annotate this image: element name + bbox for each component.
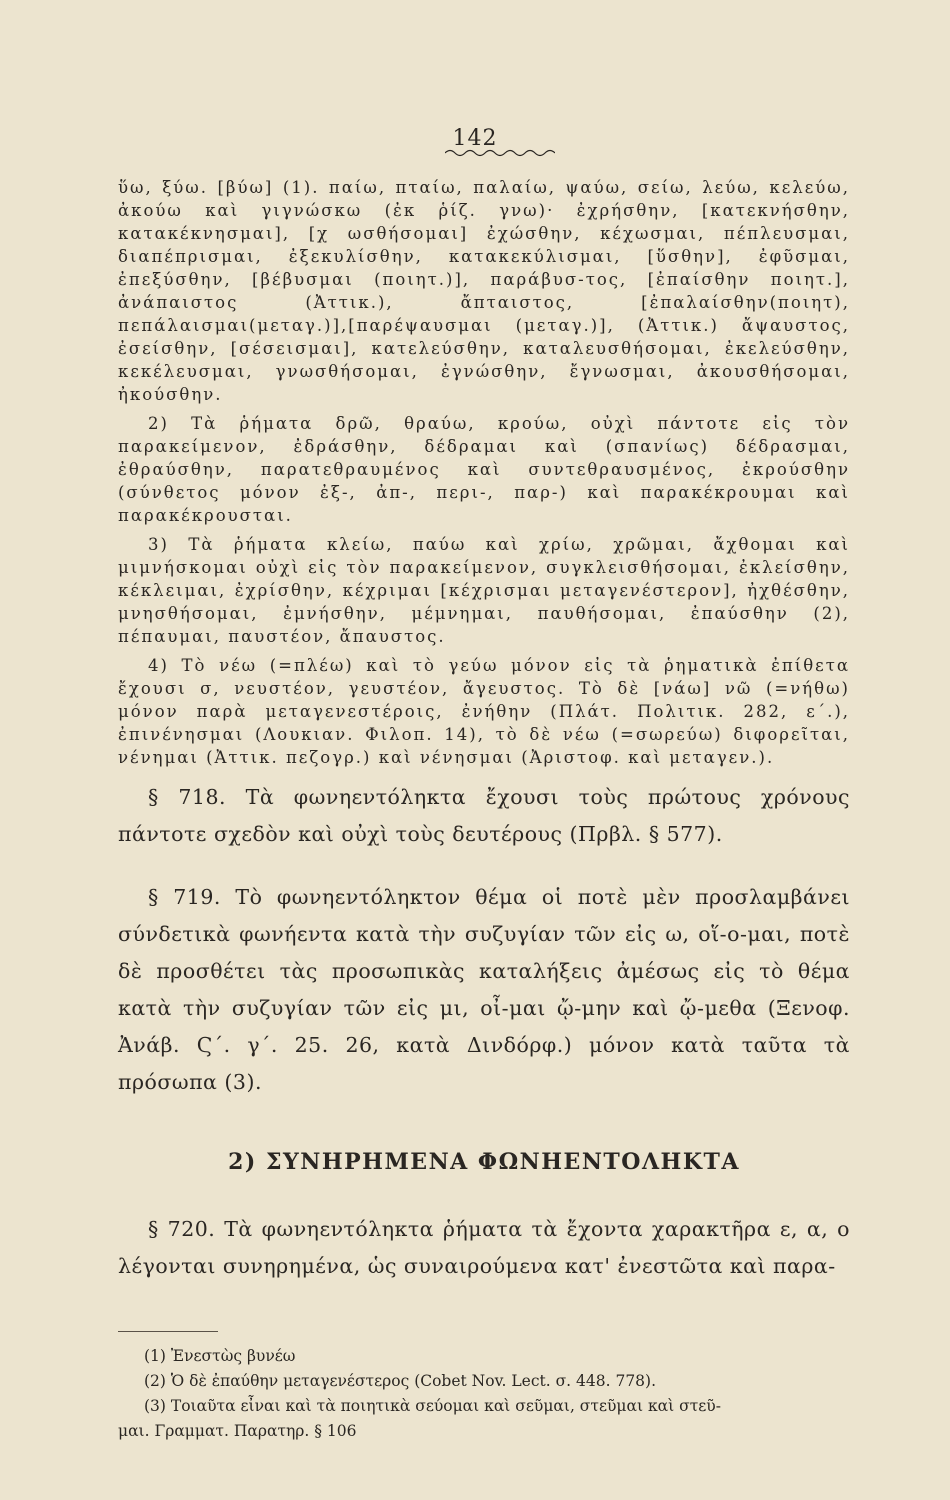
paragraph-note-4: 4) Τὸ νέω (=πλέω) καὶ τὸ γεύω μόνον εἰς τὰ ῥηματικὰ ἐπίθετα ἔχουσι σ, νευστέον, γευστέον, ἄγευστος. Τὸ δὲ [νάω] νῶ (=νήθω) μόνον παρὰ μεταγενεστέροις, ἐνήθην (Πλάτ. Πολιτικ. 282, ε΄.), ἐπινένησμαι (Λουκιαν. Φιλοπ. 14), τὸ δὲ νέω (=σωρεύω) διφορεῖται, νένημαι (Ἀττικ. πεζογρ.) καὶ νένησμαι (Ἀριστοφ. καὶ μεταγεν.). — [118, 656, 850, 767]
footnote-3: (3) Τοιαῦτα εἶναι καὶ τὰ ποιητικὰ σεύομαι καὶ σεῦμαι, στεῦμαι καὶ στεῦ- — [144, 1397, 721, 1415]
paragraph-verb-list: ὕω, ξύω. [βύω] (1). παίω, πταίω, παλαίω, ψαύω, σείω, λεύω, κελεύω, ἀκούω καὶ γιγνώσκω (ἐκ ῥίζ. γνω)· ἐχρήσθην, [κατεκνήσθην, κατακέκνησμαι], [χ ωσθήσομαι] ἐχώσθην, κέχωσμαι, πέπλευσμαι, διαπέπρισμαι, ἐξεκυλίσθην, κατακεκύλισμαι, [ὕσθην], ἐφῦσμαι, ἐπεξύσθην, [βέβυσμαι (ποιητ.)], παράβυσ-τος, [ἐπαίσθην ποιητ.], ἀνάπαιστος (Ἀττικ.), ἄπταιστος, [ἐπαλαίσθην(ποιητ), πεπάλαισμαι(μεταγ.)],[παρέψαυσμαι (μεταγ.)], (Ἀττικ.) ἄψαυστος, ἐσείσθην, [σέσεισμαι], κατελεύσθην, καταλευσθήσομαι, ἐκελεύσθην, κεκέλευσμαι, γνωσθήσομαι, ἐγνώσθην, ἔγνωσμαι, ἀκουσθήσομαι, ἠκούσθην. — [118, 178, 850, 404]
footnote-rule — [118, 1331, 218, 1332]
wavy-ornament — [445, 148, 555, 158]
section-718: § 718. Τὰ φωνηεντόληκτα ἔχουσι τοὺς πρώτους χρόνους πάντοτε σχεδὸν καὶ οὐχὶ τοὺς δευτέρους (Πρβλ. § 577). — [118, 785, 850, 846]
paragraph-note-2: 2) Τὰ ῥήματα δρῶ, θραύω, κρούω, οὐχὶ πάντοτε εἰς τὸν παρακείμενον, ἐδράσθην, δέδραμαι καὶ (σπανίως) δέδρασμαι, ἐθραύσθην, παρατεθραυμένος καὶ συντεθραυσμένος, ἐκρούσθην (σύνθετος μόνον ἐξ-, ἀπ-, περι-, παρ-) καὶ παρακέκρουμαι καὶ παρακέκρουσται. — [118, 414, 850, 525]
body-text — [118, 176, 850, 1444]
section-719: § 719. Τὸ φωνηεντόληκτον θέμα οἱ ποτὲ μὲν προσλαμβάνει σύνδετικὰ φωνήεντα κατὰ τὴν συζυγίαν τῶν εἰς ω, οἵ-ο-μαι, ποτὲ δὲ προσθέτει τὰς προσωπικὰς καταλήξεις ἀμέσως εἰς τὸ θέμα κατὰ τὴν συζυγίαν τῶν εἰς μι, οἶ-μαι ᾤ-μην καὶ ᾤ-μεθα (Ξενοφ. Ἀνάβ. Ϛ΄. γ΄. 25. 26, κατὰ Δινδόρφ.) μόνον κατὰ ταῦτα τὰ πρόσωπα (3). — [118, 885, 850, 1094]
paragraph-note-3: 3) Τὰ ῥήματα κλείω, παύω καὶ χρίω, χρῶμαι, ἄχθομαι καὶ μιμνήσκομαι οὐχὶ εἰς τὸν παρακείμενον, συγκλεισθήσομαι, ἐκλείσθην, κέκλειμαι, ἐχρίσθην, κέχριμαι [κέχρισμαι μεταγενέστερον], ἠχθέσθην, μνησθήσομαι, ἐμνήσθην, μέμνημαι, παυθήσομαι, ἐπαύσθην (2), πέπαυμαι, παυστέον, ἄπαυστος. — [118, 535, 850, 646]
section-heading: 2) ΣΥΝΗΡΗΜΕΝΑ ΦΩΝΗΕΝΤΟΛΗΚΤΑ — [228, 1149, 740, 1175]
footnote-1: (1) Ἐνεστὼς βυνέω — [144, 1347, 296, 1365]
footnote-3-continuation: μαι. Γραμματ. Παρατηρ. § 106 — [118, 1422, 357, 1440]
section-720: § 720. Τὰ φωνηεντόληκτα ῥήματα τὰ ἔχοντα χαρακτῆρα ε, α, ο λέγονται συνηρημένα, ὡς συναιρούμενα κατ' ἐνεστῶτα καὶ παρα- — [118, 1217, 850, 1278]
page-number: 142 — [452, 126, 498, 151]
footnote-2: (2) Ὁ δὲ ἐπαύθην μεταγενέστερος (Cobet Nov. Lect. σ. 448. 778). — [144, 1372, 657, 1390]
